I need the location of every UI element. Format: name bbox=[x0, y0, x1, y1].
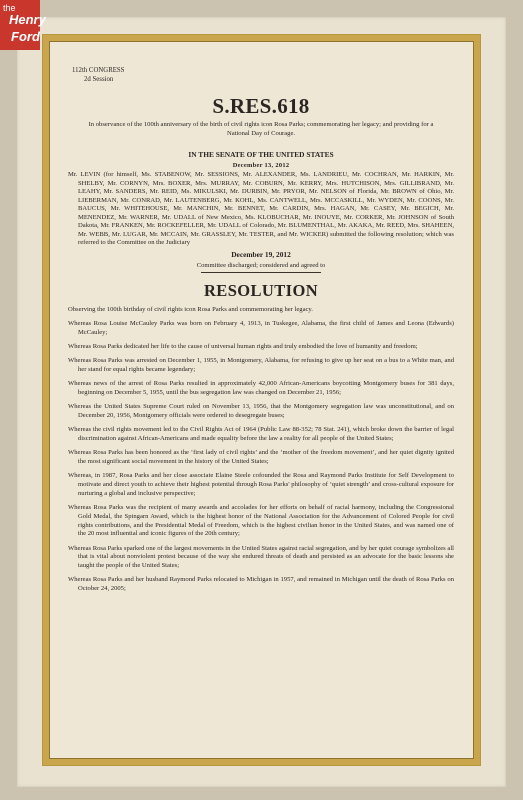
whereas-clause: Whereas news of the arrest of Rosa Parks resulted in approximately 42,000 African-Americans boycotting Montgomery buses for 381 days, beginning on December 5, 1955, until the bus segregation law was changed on December 21, 1956; bbox=[68, 380, 454, 397]
bill-number: S.RES.618 bbox=[212, 94, 310, 118]
whereas-clause: Whereas the United States Supreme Court ruled on November 13, 1956, that the Montgomery segregation law was unconstitutional, and on December 20, 1956, Montgomery officials were ordered to desegregate buses; bbox=[68, 403, 454, 420]
logo-line-3: Ford bbox=[11, 29, 40, 44]
congress-label: 112th CONGRESS bbox=[72, 67, 125, 74]
resolution-heading: RESOLUTION bbox=[203, 280, 319, 300]
sponsors-paragraph: Mr. LEVIN (for himself, Ms. STABENOW, Mr. SESSIONS, Mr. ALEXANDER, Ms. LANDRIEU, Mr. COCHRAN, Mr. HARKIN, Mr. SHELBY, Mr. CORNYN, Mrs. BOXER, Mrs. MURRAY, Mr. COBURN, Mr. KERRY, Mrs. HUTCHISON, Mrs. GILLIBRAND, Mr. LEAHY, Mr. SANDERS, Mr. REID, Ms. MIKULSKI, Mr. DURBIN, Mr. PRYOR, Mr. NELSON of Florida, Mr. BROWN of Ohio, Mr. LIEBERMAN, Mr. CONRAD, Mr. LAUTENBERG, Mr. KOHL, Ms. CANTWELL, Mrs. MCCASKILL, Mr. WYDEN, Mr. COONS, Mr. BAUCUS, Mr. WHITEHOUSE, Mr. MANCHIN, Mr. BENNET, Mr. CARDIN, Mrs. HAGAN, Mr. CASEY, Mr. BEGICH, Mr. MENENDEZ, Mr. WARNER, Mr. UDALL of New Mexico, Ms. KLOBUCHAR, Mr. INOUYE, Mr. CORKER, Mr. JOHNSON of South Dakota, Mr. FRANKEN, Mr. ROCKEFELLER, Mr. UDALL of Colorado, Mr. BLUMENTHAL, Mr. AKAKA, Mr. REED, Mrs. SHAHEEN, Mr. WEBB, Mr. LUGAR, Mr. MCCAIN, Mr. GRASSLEY, Mr. TESTER, and Mr. WICKER) submitted the following resolution; which was referred to the Committee on the Judiciary bbox=[68, 171, 454, 247]
whereas-clause: Whereas Rosa Parks was the recipient of many awards and accolades for her efforts on behalf of racial harmony, including the Congressional Gold Medal, the Spingarn Award, which is the highest honor of the National Association for the Advancement of Colored People for civil rights contributions, and the Presidential Medal of Freedom, which is the highest civilian honor in the United States, and was named one of the 20 most influential and iconic figures of the 20th century; bbox=[68, 504, 454, 538]
whereas-clauses bbox=[68, 320, 454, 594]
whereas-clause: Whereas Rosa Parks sparked one of the largest movements in the United States against racial segregation, and by her quiet courage symbolizes all that is vital about nonviolent protest because of the way she endured threats of death and persisted as an advocate for the basic lessons she taught the people of the United States; bbox=[68, 544, 454, 569]
logo-line-2: Henry bbox=[9, 12, 46, 27]
logo-line-1: the bbox=[3, 3, 16, 13]
preamble-text: Observing the 100th birthday of civil rights icon Rosa Parks and commemorating her legacy. bbox=[68, 305, 313, 313]
divider-rule bbox=[201, 272, 321, 273]
whereas-clause: Whereas, in 1987, Rosa Parks and her close associate Elaine Steele cofounded the Rosa and Raymond Parks Institute for Self Development to motivate and direct youth to achieve their highest potential through Rosa Parks' philosophy of ‘quiet strength’ and cross-cultural exposure for nurturing a global and inclusive perspective; bbox=[68, 472, 454, 497]
whereas-clause: Whereas Rosa Parks and her husband Raymond Parks relocated to Michigan in 1957, and remained in Michigan until the death of Rosa Parks on October 24, 2005; bbox=[68, 576, 454, 592]
henry-ford-logo bbox=[0, 0, 46, 50]
session-label: 2d Session bbox=[84, 76, 114, 83]
chamber-heading: IN THE SENATE OF THE UNITED STATES bbox=[188, 150, 334, 160]
bill-subtitle: In observance of the 100th anniversary of the birth of civil rights icon Rosa Parks; commemorating her legacy; and providing for a National Day of Courage. bbox=[88, 121, 434, 137]
whereas-clause: Whereas Rosa Parks has been honored as the ‘first lady of civil rights’ and the ‘mother of the freedom movement’, and her quiet dignity ignited the most significant social movement in the history of the United States; bbox=[68, 449, 454, 466]
whereas-clause: Whereas Rosa Parks was arrested on December 1, 1955, in Montgomery, Alabama, for refusing to give up her seat on a bus to a White man, and her stand for equal rights became legendary; bbox=[68, 357, 454, 374]
whereas-clause: Whereas Rosa Louise McCauley Parks was born on February 4, 1913, in Tuskegee, Alabama, the first child of James and Leona (Edwards) McCauley; bbox=[68, 320, 454, 336]
discharged-note: Committee discharged; considered and agreed to bbox=[196, 261, 326, 269]
date-introduced: December 13, 2012 bbox=[232, 162, 290, 170]
whereas-clause: Whereas the civil rights movement led to the Civil Rights Act of 1964 (Public Law 88-352; 78 Stat. 241), which broke down the barrier of legal discrimination against African-Americans and made equality before the law a reality for all people of the United States; bbox=[68, 426, 454, 443]
date-discharged: December 19, 2012 bbox=[231, 249, 291, 259]
whereas-clause: Whereas Rosa Parks dedicated her life to the cause of universal human rights and truly embodied the love of humanity and freedom; bbox=[68, 343, 418, 351]
resolution-document bbox=[68, 66, 454, 599]
